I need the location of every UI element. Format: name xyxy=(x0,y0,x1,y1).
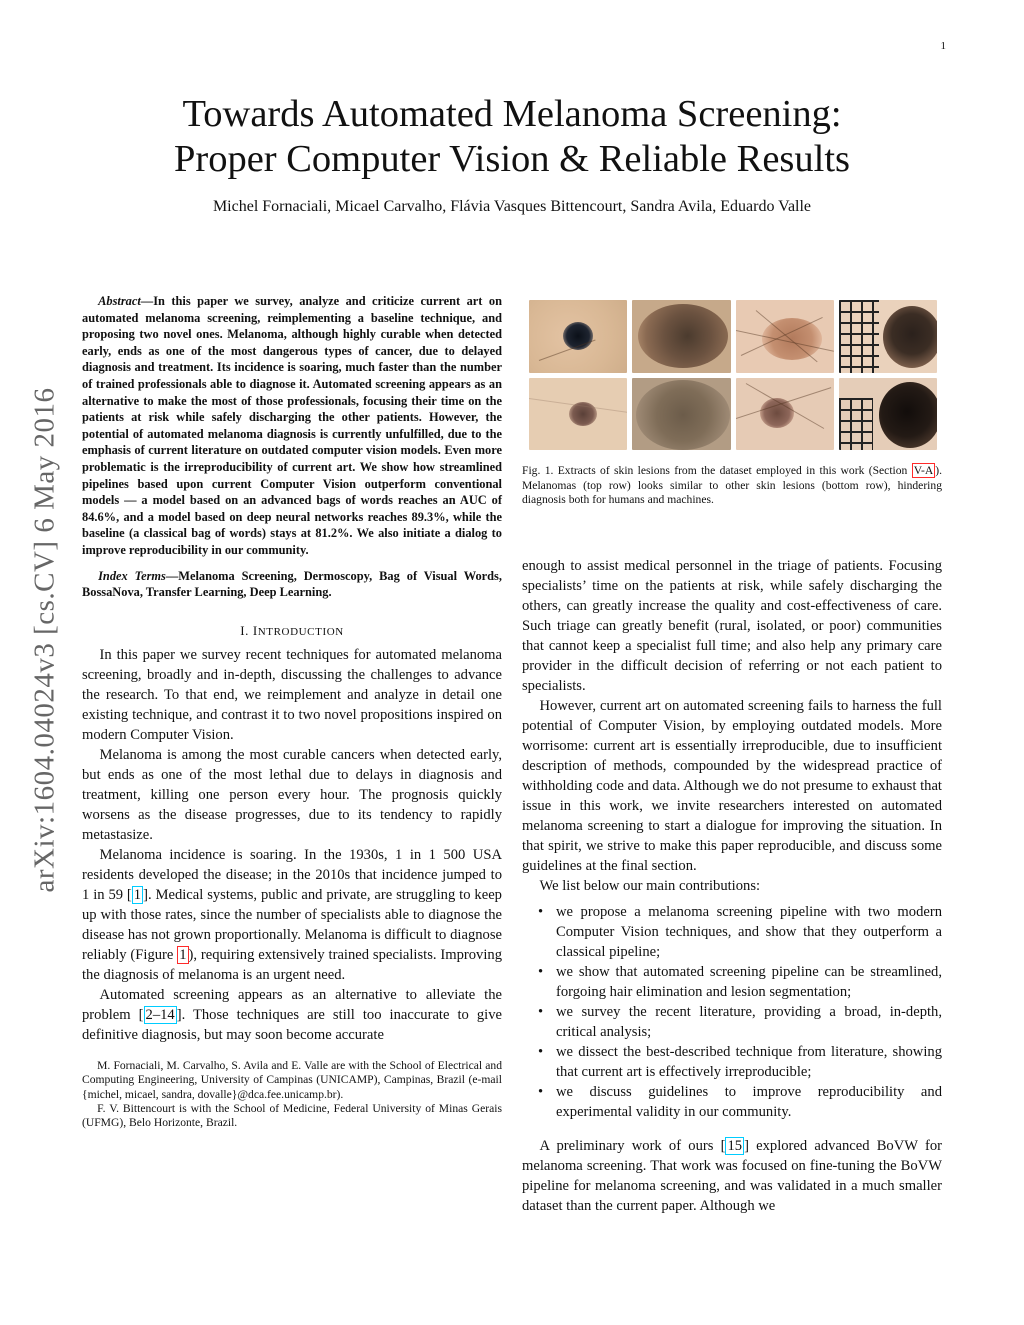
intro-paragraph-1: In this paper we survey recent techniques for automated melanoma screening, broadly and in-depth, discussing the challenges to advance the research. To that end, we reimplement and analyze in detail one existing technique, and contrast it to two novel propositions inspired on modern Computer Vision. xyxy=(82,646,502,743)
intro-paragraph-4: Automated screening appears as an alternative to alleviate the problem [ 2–14 ]. Those techniques are still too inaccurate to give definitive diagnosis, but may soon become accurate xyxy=(82,986,502,1043)
section-heading-introduction: I. INTRODUCTION xyxy=(240,622,344,638)
right-paragraph-1: enough to assist medical personnel in the triage of patients. Focusing specialists’ time on the patients at risk, while safely discharging the others, can greatly increase the quality and cost-effectiveness of care. Such triage can greatly benefit (rural, isolated, or poor) communities that cannot keep a specialist full time; and also help any primary care provider in the difficult decision of referring or not each patient to specialists. xyxy=(522,557,942,694)
figure-link-1[interactable]: 1 xyxy=(179,946,187,963)
index-terms xyxy=(82,568,502,601)
lesion-image-melanoma-2 xyxy=(632,300,730,373)
index-terms-label: Index Terms xyxy=(98,568,166,583)
figure-1-caption: Fig. 1. Extracts of skin lesions from the dataset employed in this work (Section V-A ). Melanomas (top row) looks similar to other skin lesions (bottom row), hindering diagnosis both for humans and machines. xyxy=(522,464,942,507)
section-link-v-a[interactable]: V-A xyxy=(913,464,934,477)
title-line-1: Towards Automated Melanoma Screening: xyxy=(182,93,842,135)
contribution-item: • we propose a melanoma screening pipeline with two modern Computer Vision techniques, and show that they outperform a classical pipeline; xyxy=(522,902,942,962)
intro-paragraph-2: Melanoma is among the most curable cancers when detected early, but ends as one of the most lethal due to delays in diagnosis and treatment, killing one person every hour. The prognosis quickly worsens as the disease progresses, due to its tendency to rapidly metastasize. xyxy=(82,746,502,843)
right-paragraph-2: However, current art on automated screening fails to harness the full potential of Computer Vision, by employing outdated models. More worrisome: current art is essentially irreproducible, due to insufficient description of methods, compounded by the widespread practice of withholding code and data. Although we do not presume to exhaust that issue in this work, we invite researchers interested on automated melanoma screening to start a dialogue for improving the situation. In that spirit, we strive to make this paper reproducible, and discuss some guidelines at the final section. xyxy=(522,697,942,874)
right-paragraph-4: A preliminary work of ours [ 15 ] explored advanced BoVW for melanoma screening. That work was focused on fine-tuning the BoVW pipeline for melanoma screening, and was validated in a much smaller dataset than the current paper. Although we xyxy=(522,1137,942,1214)
contribution-item: • we show that automated screening pipeline can be streamlined, forgoing hair elimination and lesion segmentation; xyxy=(522,962,942,1002)
lesion-image-melanoma-1 xyxy=(529,300,627,373)
contribution-item: • we survey the recent literature, providing a broad, in-depth, critical analysis; xyxy=(522,1002,942,1042)
index-terms-text: —Melanoma Screening, Dermoscopy, Bag of Visual Words, BossaNova, Transfer Learning, Deep Learning. xyxy=(82,568,502,600)
contribution-item: • we dissect the best-described technique from literature, showing that current art is effectively irreproducible; xyxy=(522,1042,942,1082)
page-number: 1 xyxy=(940,40,946,52)
paper-title xyxy=(0,92,1024,182)
abstract-text: —In this paper we survey, analyze and criticize current art on automated melanoma screening, reimplementing a baseline technique, and proposing two novel ones. Melanoma, although highly curable when detected early, ends as one of the most dangerous types of cancer, due to delayed diagnosis and treatment. Its incidence is soaring, much faster than the number of trained professionals able to diagnose it. Automated screening appears as an alternative to make the most of those professionals, focusing their time on the patients at risk while safely discharging the other patients. However, the potential of automated melanoma diagnosis is currently unfulfilled, due to the emphasis of current literature on outdated computer vision models. Even more problematic is the irreproducibility of current art. We show how streamlined pipelines based upon current Computer Vision outperform conventional models — a model based on an advanced bags of words reaches an AUC of 84.6%, and a model based on deep neural networks reaches 89.3%, while the baseline (a classical bag of words) stays at 81.2%. We also initiate a dialog to improve reproducibility in our community. xyxy=(82,294,502,557)
citation-link-2-14[interactable]: 2–14 xyxy=(145,1006,175,1023)
lesion-image-other-1 xyxy=(529,378,627,451)
contribution-item: • we discuss guidelines to improve reproducibility and experimental validity in our community. xyxy=(522,1082,942,1122)
abstract-label: Abstract xyxy=(98,294,141,308)
arxiv-stamp xyxy=(30,350,60,930)
citation-link-1[interactable]: 1 xyxy=(133,886,142,903)
title-line-2: Proper Computer Vision & Reliable Results xyxy=(173,138,851,180)
figure-1-lesion-grid xyxy=(529,300,937,450)
left-column xyxy=(82,293,502,1131)
abstract xyxy=(82,293,502,559)
footnote-affiliation-1: M. Fornaciali, M. Carvalho, S. Avila and E. Valle are with the School of Electrical and Computing Engineering, University of Campinas (UNICAMP), Campinas, Brazil (e-mail {michel, micael, sandra, dovalle}@dca.fee.unicamp.br). xyxy=(82,1058,502,1101)
lesion-image-other-3 xyxy=(736,378,834,451)
lesion-image-melanoma-3 xyxy=(736,300,834,373)
intro-paragraph-3: Melanoma incidence is soaring. In the 1930s, 1 in 1 500 USA residents developed the disease; in the 2010s that incidence jumped to 1 in 59 [ 1 ]. Medical systems, public and private, are struggling to keep up with those rates, since the number of specialists able to diagnose the disease has not grown proportionally. Melanoma is difficult to diagnose reliably (Figure 1 ), requiring extensively trained specialists. Improving the diagnosis of melanoma is an urgent need. xyxy=(82,846,502,983)
lesion-image-other-4 xyxy=(839,378,937,451)
citation-link-15[interactable]: 15 xyxy=(727,1137,743,1154)
authors: Michel Fornaciali, Micael Carvalho, Flávia Vasques Bittencourt, Sandra Avila, Eduardo Valle xyxy=(212,198,812,215)
right-column xyxy=(522,300,942,1216)
contributions-list xyxy=(522,902,942,1122)
arxiv-stamp-text: arXiv:1604.04024v3 [cs.CV] 6 May 2016 xyxy=(28,387,61,893)
lesion-image-other-2 xyxy=(632,378,730,451)
right-paragraph-3: We list below our main contributions: xyxy=(539,877,761,894)
lesion-image-melanoma-4 xyxy=(839,300,937,373)
footnote-affiliation-2: F. V. Bittencourt is with the School of Medicine, Federal University of Minas Gerais (UFMG), Belo Horizonte, Brazil. xyxy=(82,1101,502,1130)
